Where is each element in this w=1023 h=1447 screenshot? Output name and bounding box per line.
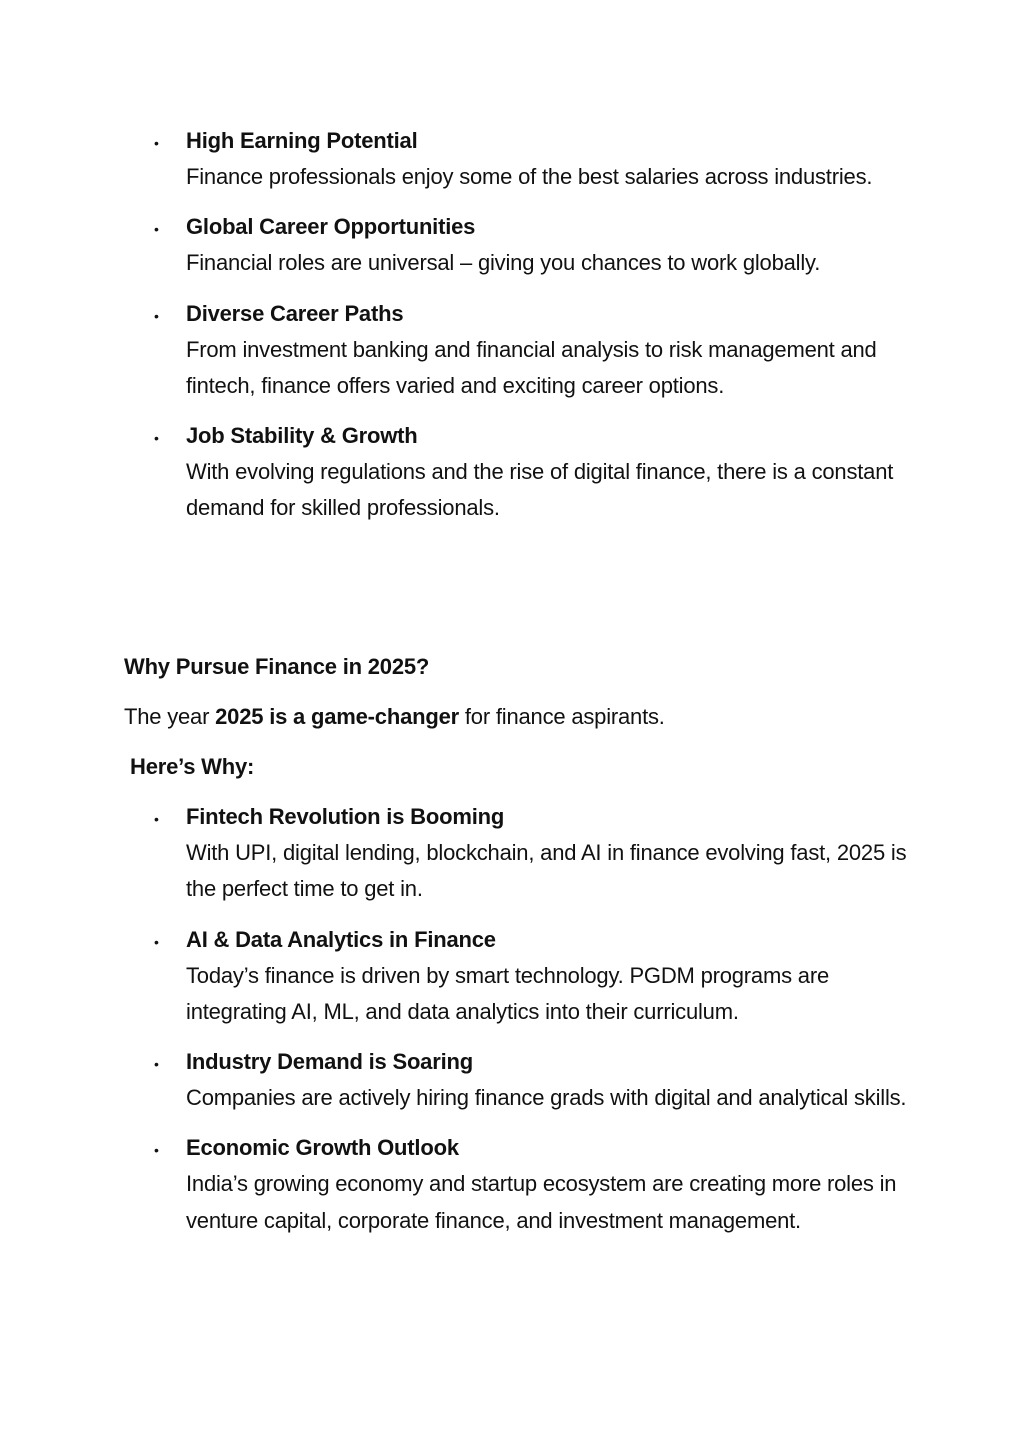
item-title: AI & Data Analytics in Finance bbox=[186, 926, 496, 952]
item-title: Industry Demand is Soaring bbox=[186, 1049, 473, 1075]
item-title: Diverse Career Paths bbox=[186, 300, 404, 326]
bullet-icon: • bbox=[154, 135, 159, 151]
bullet-icon: • bbox=[154, 307, 159, 324]
intro-bold: 2025 is a game-changer bbox=[215, 704, 459, 729]
item-title: Fintech Revolution is Booming bbox=[186, 804, 505, 829]
item-title: Economic Growth Outlook bbox=[186, 1135, 459, 1161]
reasons-list bbox=[0, 799, 1023, 1239]
list-item bbox=[0, 418, 1023, 527]
item-text: Financial roles are universal – giving you chances to work globally. bbox=[186, 250, 821, 276]
item-text: India’s growing economy and startup ecosystem are creating more roles in venture capital, corporate finance, and investment management. bbox=[186, 1171, 897, 1233]
subheading: Here’s Why: bbox=[130, 754, 255, 779]
list-item bbox=[0, 1044, 1023, 1116]
list-item bbox=[0, 209, 1023, 281]
item-title: Global Career Opportunities bbox=[186, 214, 476, 240]
list-item bbox=[0, 123, 1023, 195]
bullet-icon: • bbox=[154, 811, 159, 827]
bullet-icon: • bbox=[154, 933, 159, 950]
list-item bbox=[0, 922, 1023, 1031]
intro-prefix: The year bbox=[124, 704, 216, 729]
item-title: Job Stability & Growth bbox=[186, 423, 418, 449]
bullet-icon: • bbox=[154, 1142, 159, 1159]
section-heading: Why Pursue Finance in 2025? bbox=[124, 654, 430, 679]
item-text: Finance professionals enjoy some of the best salaries across industries. bbox=[186, 164, 873, 189]
bullet-icon: • bbox=[154, 221, 159, 238]
bullet-icon: • bbox=[154, 430, 159, 447]
list-item bbox=[0, 296, 1023, 405]
item-text: From investment banking and financial analysis to risk management and fintech, finance offers varied and exciting career options. bbox=[186, 336, 877, 398]
intro-paragraph bbox=[124, 699, 665, 735]
item-text: With UPI, digital lending, blockchain, and AI in finance evolving fast, 2025 is the perfect time to get in. bbox=[186, 840, 907, 902]
intro-suffix: for finance aspirants. bbox=[458, 704, 665, 729]
bullet-icon: • bbox=[154, 1056, 159, 1073]
item-text: With evolving regulations and the rise of digital finance, there is a constant demand for skilled professionals. bbox=[186, 459, 894, 521]
benefits-list bbox=[0, 123, 1023, 527]
item-text: Today’s finance is driven by smart technology. PGDM programs are integrating AI, ML, and data analytics into their curriculum. bbox=[186, 962, 829, 1024]
list-item bbox=[0, 1130, 1023, 1239]
item-text: Companies are actively hiring finance grads with digital and analytical skills. bbox=[186, 1085, 907, 1111]
list-item bbox=[0, 799, 1023, 908]
item-title: High Earning Potential bbox=[186, 128, 418, 153]
